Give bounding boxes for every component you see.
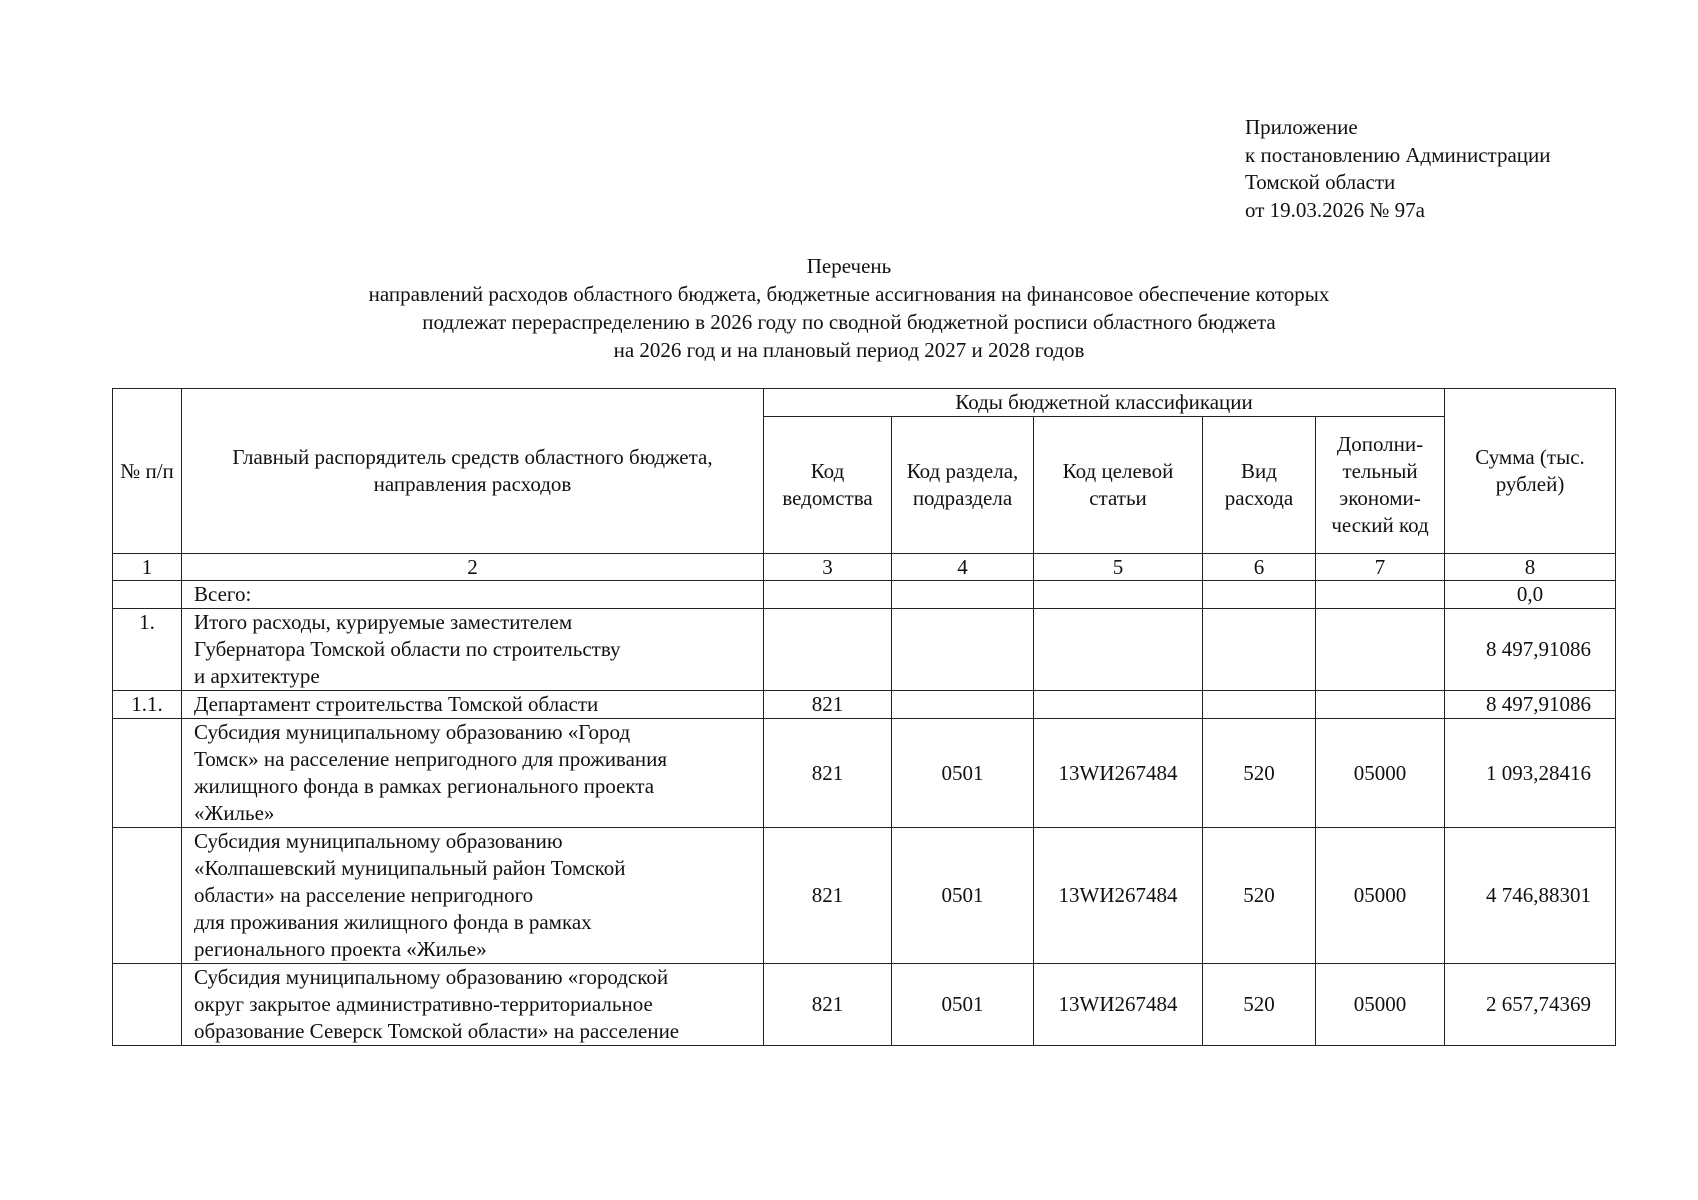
row-section xyxy=(892,581,1034,609)
row-target: 13WИ267484 xyxy=(1034,719,1203,828)
row-num xyxy=(113,719,182,828)
column-numbers-row xyxy=(113,554,1616,581)
row-name xyxy=(182,691,764,719)
row-extra: 05000 xyxy=(1316,964,1445,1046)
row-name xyxy=(182,828,764,964)
row-name-line: для проживания жилищного фонда в рамках xyxy=(194,910,592,934)
table-row xyxy=(113,719,1616,828)
title-line: на 2026 год и на плановый период 2027 и 2028 годов xyxy=(613,338,1085,362)
row-expense: 520 xyxy=(1203,828,1316,964)
row-dept: 821 xyxy=(764,828,892,964)
row-extra xyxy=(1316,609,1445,691)
row-name-line: образование Северск Томской области» на расселение xyxy=(194,1019,680,1043)
row-name xyxy=(182,609,764,691)
row-extra: 05000 xyxy=(1316,828,1445,964)
row-name-line: Всего: xyxy=(194,582,252,606)
row-section: 0501 xyxy=(892,719,1034,828)
column-number: 8 xyxy=(1445,554,1616,581)
header-dept: Код ведомства xyxy=(764,417,892,554)
column-number: 1 xyxy=(113,554,182,581)
column-number: 3 xyxy=(764,554,892,581)
row-name-line: Итого расходы, курируемые заместителем xyxy=(194,610,573,634)
row-expense xyxy=(1203,609,1316,691)
row-name-line: и архитектуре xyxy=(194,664,320,688)
row-expense xyxy=(1203,691,1316,719)
row-name-line: Департамент строительства Томской области xyxy=(194,692,599,716)
table-row xyxy=(113,964,1616,1046)
row-dept xyxy=(764,609,892,691)
row-name xyxy=(182,719,764,828)
row-target: 13WИ267484 xyxy=(1034,828,1203,964)
row-dept: 821 xyxy=(764,691,892,719)
header-sum: Сумма (тыс. рублей) xyxy=(1445,389,1616,554)
row-name-line: Томск» на расселение непригодного для проживания xyxy=(194,747,668,771)
row-expense xyxy=(1203,581,1316,609)
header-row xyxy=(113,389,1616,417)
row-section xyxy=(892,691,1034,719)
table-row xyxy=(113,828,1616,964)
column-number: 6 xyxy=(1203,554,1316,581)
row-expense: 520 xyxy=(1203,964,1316,1046)
row-num: 1. xyxy=(113,609,182,691)
appendix-line: от 19.03.2026 № 97а xyxy=(1245,197,1426,222)
header-expense: Вид расхода xyxy=(1203,417,1316,554)
title-line: Перечень xyxy=(806,254,892,278)
table-row xyxy=(113,581,1616,609)
row-sum: 4 746,88301 xyxy=(1445,828,1616,964)
row-name-line: Губернатора Томской области по строительству xyxy=(194,637,621,661)
row-section: 0501 xyxy=(892,964,1034,1046)
row-target xyxy=(1034,691,1203,719)
document-title xyxy=(0,252,1698,364)
row-name-line: области» на расселение непригодного xyxy=(194,883,534,907)
header-section: Код раздела, подраздела xyxy=(892,417,1034,554)
row-extra xyxy=(1316,691,1445,719)
appendix-line: к постановлению Администрации xyxy=(1245,142,1551,167)
row-name-line: регионального проекта «Жилье» xyxy=(194,937,487,961)
row-name-line: Субсидия муниципальному образованию xyxy=(194,829,563,853)
row-sum: 2 657,74369 xyxy=(1445,964,1616,1046)
row-expense: 520 xyxy=(1203,719,1316,828)
row-num xyxy=(113,964,182,1046)
header-target: Код целевой статьи xyxy=(1034,417,1203,554)
row-name-line: «Жилье» xyxy=(194,801,275,825)
row-dept: 821 xyxy=(764,719,892,828)
row-target: 13WИ267484 xyxy=(1034,964,1203,1046)
table-row xyxy=(113,609,1616,691)
row-extra xyxy=(1316,581,1445,609)
title-line: направлений расходов областного бюджета, бюджетные ассигнования на финансовое обеспечение которых xyxy=(368,282,1330,306)
row-name xyxy=(182,581,764,609)
appendix-block xyxy=(1245,114,1551,224)
column-number: 2 xyxy=(182,554,764,581)
row-section xyxy=(892,609,1034,691)
budget-table xyxy=(112,388,1616,1046)
column-number: 4 xyxy=(892,554,1034,581)
row-name-line: округ закрытое административно-территориальное xyxy=(194,992,653,1016)
header-extra: Дополни-тельный экономи-ческий код xyxy=(1316,417,1445,554)
appendix-line: Томской области xyxy=(1245,170,1396,194)
row-section: 0501 xyxy=(892,828,1034,964)
row-num xyxy=(113,828,182,964)
row-dept xyxy=(764,581,892,609)
row-dept: 821 xyxy=(764,964,892,1046)
row-name-line: жилищного фонда в рамках регионального проекта xyxy=(194,774,655,798)
row-num xyxy=(113,581,182,609)
row-num: 1.1. xyxy=(113,691,182,719)
table-row xyxy=(113,691,1616,719)
row-target xyxy=(1034,581,1203,609)
row-sum: 8 497,91086 xyxy=(1445,609,1616,691)
column-number: 5 xyxy=(1034,554,1203,581)
appendix-line: Приложение xyxy=(1245,115,1358,139)
row-name xyxy=(182,964,764,1046)
row-name-line: Субсидия муниципальному образованию «городской xyxy=(194,965,669,989)
row-name-line: «Колпашевский муниципальный район Томской xyxy=(194,856,626,880)
header-codes-group: Коды бюджетной классификации xyxy=(764,389,1445,417)
row-extra: 05000 xyxy=(1316,719,1445,828)
title-line: подлежат перераспределению в 2026 году по сводной бюджетной росписи областного бюджета xyxy=(422,310,1276,334)
row-sum: 0,0 xyxy=(1445,581,1616,609)
header-num: № п/п xyxy=(113,389,182,554)
header-name: Главный распорядитель средств областного бюджета, направления расходов xyxy=(182,389,764,554)
row-sum: 8 497,91086 xyxy=(1445,691,1616,719)
row-name-line: Субсидия муниципальному образованию «Город xyxy=(194,720,631,744)
row-sum: 1 093,28416 xyxy=(1445,719,1616,828)
row-target xyxy=(1034,609,1203,691)
column-number: 7 xyxy=(1316,554,1445,581)
